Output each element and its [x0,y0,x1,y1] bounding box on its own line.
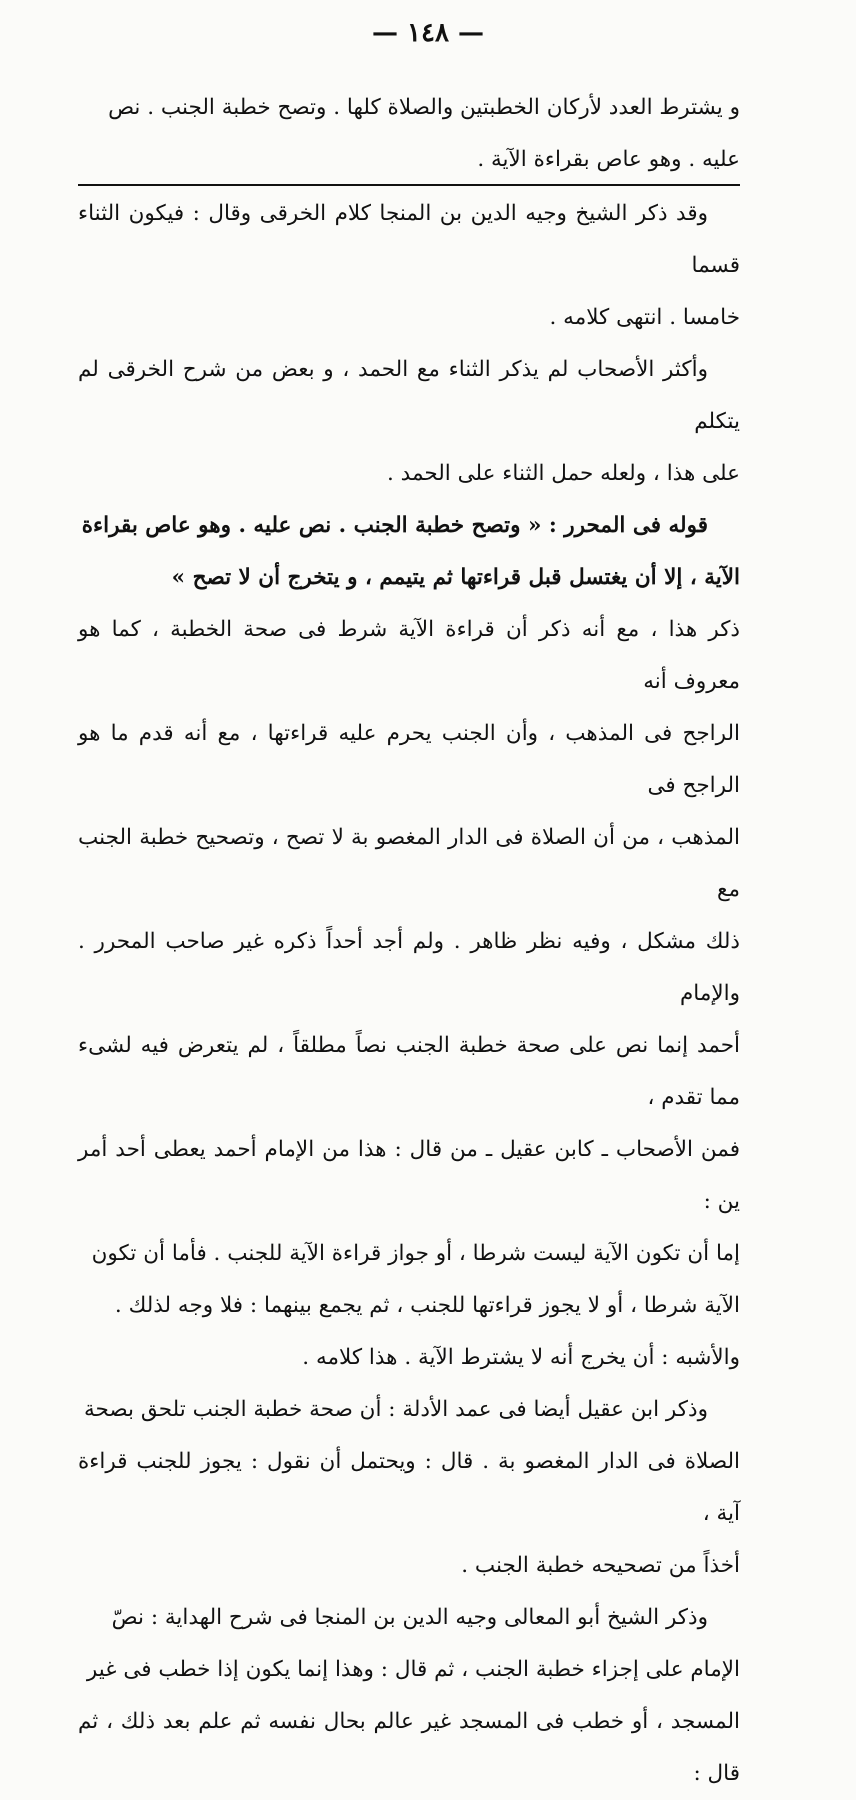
commentary-line: وقد ذكر الشيخ وجيه الدين بن المنجا كلام الخرقى وقال : فيكون الثناء قسما [78,201,740,278]
quote-line [78,500,740,552]
commentary-line: إما أن تكون الآية ليست شرطا ، أو جواز قراءة الآية للجنب . فأما أن تكون [91,1241,740,1266]
quote-text: الآية ، إلا أن يغتسل قبل قراءتها ثم يتيمم ، و يتخرج أن لا تصح » [171,565,740,590]
commentary-line: خامسا . انتهى كلامه . [549,305,740,330]
commentary-line: الراجح فى المذهب ، وأن الجنب يحرم عليه قراءتها ، مع أنه قدم ما هو الراجح فى [78,721,740,798]
commentary-line: الصلاة فى الدار المغصو بة . قال : ويحتمل أن نقول : يجوز للجنب قراءة آية ، [78,1449,740,1526]
commentary-line: وذكر الشيخ أبو المعالى وجيه الدين بن المنجا فى شرح الهداية : نصّ [111,1605,708,1630]
quote-line [78,552,740,604]
main-text-line: و يشترط العدد لأركان الخطبتين والصلاة كلها . وتصح خطبة الجنب . نص [108,95,740,120]
main-text-block [78,82,740,186]
commentary-line: أخذاً من تصحيحه خطبة الجنب . [461,1553,740,1578]
commentary-line: والأشبه : أن يخرج أنه لا يشترط الآية . هذا كلامه . [302,1345,740,1370]
main-text-line: عليه . وهو عاص بقراءة الآية . [477,147,740,172]
quote-text: قوله فى المحرر : « وتصح خطبة الجنب . نص عليه . وهو عاص بقراءة [81,513,708,538]
commentary-line: وأكثر الأصحاب لم يذكر الثناء مع الحمد ، و بعض من شرح الخرقى لم يتكلم [78,357,740,434]
commentary-line: الآية شرطا ، أو لا يجوز قراءتها للجنب ، ثم يجمع بينهما : فلا وجه لذلك . [114,1293,740,1318]
commentary-line: المذهب ، من أن الصلاة فى الدار المغصو بة لا تصح ، وتصحيح خطبة الجنب مع [78,825,740,902]
commentary-line: ذلك مشكل ، وفيه نظر ظاهر . ولم أجد أحداً ذكره غير صاحب المحرر . والإمام [78,929,740,1006]
commentary-line: أحمد إنما نص على صحة خطبة الجنب نصاً مطلقاً ، لم يتعرض فيه لشىء مما تقدم ، [78,1033,740,1110]
commentary-line: ذكر هذا ، مع أنه ذكر أن قراءة الآية شرط فى صحة الخطبة ، كما هو معروف أنه [78,617,740,694]
commentary-line: الإمام على إجزاء خطبة الجنب ، ثم قال : وهذا إنما يكون إذا خطب فى غير [86,1657,740,1682]
commentary-line: على هذا ، ولعله حمل الثناء على الحمد . [386,461,740,486]
page-number: — ١٤٨ — [371,18,485,48]
commentary-line: وذكر ابن عقيل أيضا فى عمد الأدلة : أن صحة خطبة الجنب تلحق بصحة [83,1397,708,1422]
commentary-line: فمن الأصحاب ـ كابن عقيل ـ من قال : هذا من الإمام أحمد يعطى أحد أمر ين : [78,1137,740,1214]
horizontal-divider [78,184,740,186]
commentary-block [78,188,740,1800]
commentary-line: المسجد ، أو خطب فى المسجد غير عالم بحال نفسه ثم علم بعد ذلك ، ثم قال : [78,1709,740,1786]
